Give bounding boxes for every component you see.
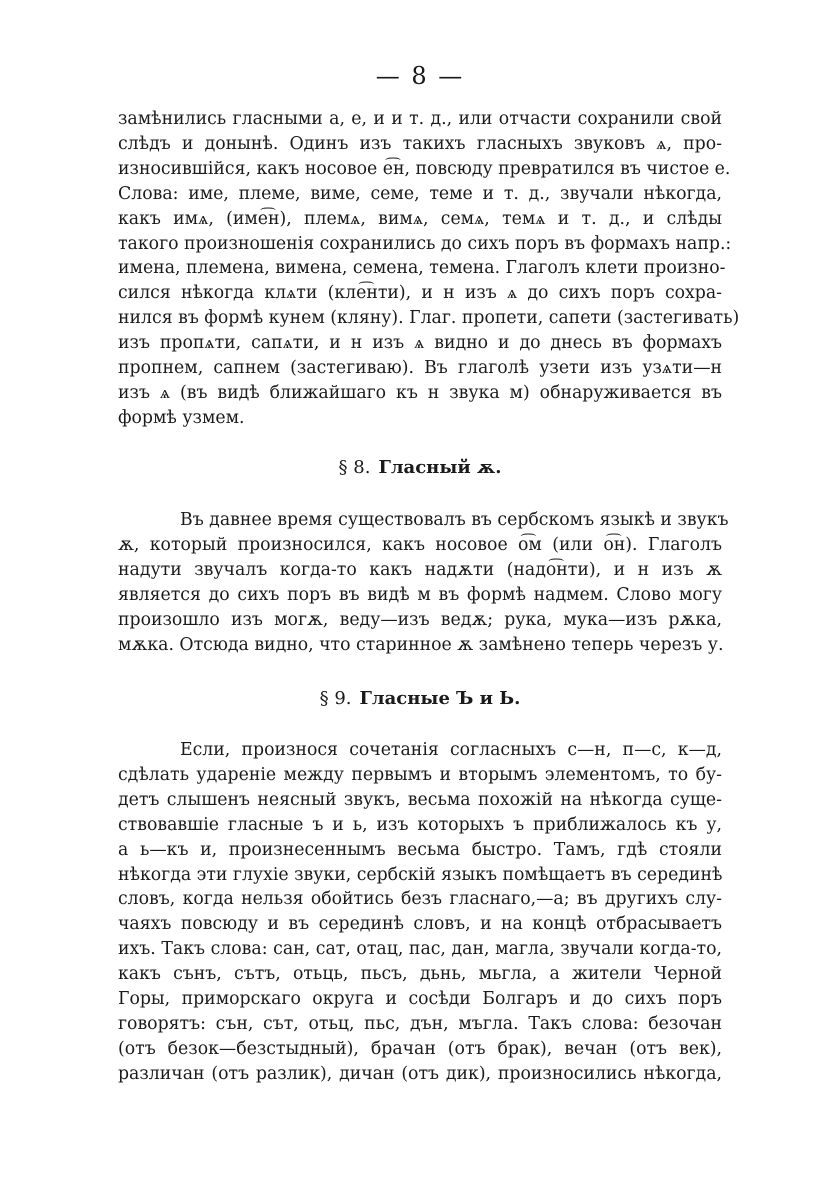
text-line: ихъ. Такъ слова: сан, сат, отац, пас, дан, магла, звучали когда-то, bbox=[118, 939, 722, 960]
text-line: различан (отъ разлик), дичан (отъ дик), произносились нѣкогда, bbox=[118, 1063, 722, 1084]
text-line: Если, произнося сочетанія согласныхъ с—н, п—с, к—д, bbox=[180, 740, 722, 760]
page-number: — 8 — bbox=[375, 62, 465, 90]
text-line: Горы, приморскаго округа и сосѣди Болгаръ и до сихъ поръ bbox=[118, 989, 722, 1010]
text-line: ѫ, который произносился, какъ носовое о͡м (или о͡н). Глаголъ bbox=[118, 534, 722, 555]
text-line: словъ, когда нельзя обойтись безъ гласнаго,—а; въ другихъ слу- bbox=[118, 889, 722, 910]
text-line: мѫка. Отсюда видно, что старинное ѫ замѣнено теперь черезъ у. bbox=[118, 634, 724, 655]
text-line: имена, племена, вимена, семена, темена. Глаголъ клети произно- bbox=[118, 258, 726, 279]
text-line: изъ пропѧти, сапѧти, и н изъ ѧ видно и до днесь въ формахъ bbox=[118, 333, 722, 354]
text-line: замѣнились гласными а, е, и и т. д., или отчасти сохранили свой bbox=[118, 109, 722, 129]
text-line: произошло изъ могѫ, веду—изъ ведѫ; рука, мука—изъ рѫка, bbox=[118, 609, 722, 630]
text-line: сдѣлать удареніе между первымъ и вторымъ элементомъ, то бу- bbox=[118, 764, 722, 785]
text-line: говорятъ: сън, сът, отьц, пьс, дън, мъгла. Такъ слова: безочан bbox=[118, 1013, 722, 1034]
paragraph-vowels-yer bbox=[118, 738, 722, 1087]
paragraph-vowel-yus bbox=[118, 508, 729, 657]
text-line: пропнем, сапнем (застегиваю). Въ глаголѣ узети изъ узѧти—н bbox=[118, 358, 722, 379]
section-number: § 8. bbox=[338, 457, 371, 478]
text-line: изъ ѧ (въ видѣ ближайшаго къ н звука м) обнаруживается въ bbox=[118, 382, 722, 403]
text-line: слѣдъ и донынѣ. Одинъ изъ такихъ гласныхъ звуковъ ѧ, про- bbox=[118, 133, 722, 154]
text-line: формѣ узмем. bbox=[118, 407, 245, 428]
text-line: нился въ формѣ кунем (кляну). Глаг. пропети, сапети (застегивать) bbox=[118, 308, 740, 329]
text-line: чаяхъ повсюду и въ серединѣ словъ, и на концѣ отбрасываетъ bbox=[118, 914, 722, 935]
text-line: Въ давнее время существовалъ въ сербскомъ языкѣ и звукъ bbox=[180, 510, 729, 530]
section-heading-9 bbox=[0, 688, 840, 709]
text-line: нѣкогда эти глухіе звуки, сербскій языкъ помѣщаетъ въ серединѣ bbox=[118, 864, 723, 885]
text-line: какъ имѧ, (име͡н), племѧ, вимѧ, семѧ, темѧ и т. д., и слѣды bbox=[118, 208, 722, 229]
text-line: надути звучалъ когда-то какъ надѫти (надо͡нти), и н изъ ѫ bbox=[118, 559, 722, 580]
section-title: Гласный ѫ. bbox=[378, 457, 502, 478]
text-line: (отъ безок—безстыдный), брачан (отъ брак), вечан (отъ век), bbox=[118, 1038, 722, 1059]
text-line: детъ слышенъ неясный звукъ, весьма похожій на нѣкогда суще- bbox=[118, 789, 722, 810]
text-line: сился нѣкогда клѧти (кле͡нти), и н изъ ѧ до сихъ поръ сохра- bbox=[118, 283, 722, 304]
text-line: является до сихъ поръ въ видѣ м въ формѣ надмем. Слово могу bbox=[118, 584, 722, 605]
text-line: а ь—къ и, произнесеннымъ весьма быстро. Тамъ, гдѣ стояли bbox=[118, 839, 722, 860]
text-line: такого произношенія сохранились до сихъ поръ въ формахъ напр.: bbox=[118, 233, 732, 254]
text-line: ствовавшіе гласные ъ и ь, изъ которыхъ ъ приближалось къ у, bbox=[118, 814, 722, 835]
text-line: какъ сънъ, сътъ, отьць, пьсъ, дьнь, мьгла, а жители Черной bbox=[118, 964, 722, 985]
paragraph-vowel-ya bbox=[118, 107, 740, 431]
section-title: Гласные Ъ и Ь. bbox=[359, 688, 521, 709]
text-line: износившійся, какъ носовое е͡н, повсюду превратился въ чистое е. bbox=[118, 158, 731, 179]
text-line: Слова: име, племе, виме, семе, теме и т. д., звучали нѣкогда, bbox=[118, 183, 722, 204]
section-number: § 9. bbox=[319, 688, 352, 709]
section-heading-8 bbox=[0, 457, 840, 478]
